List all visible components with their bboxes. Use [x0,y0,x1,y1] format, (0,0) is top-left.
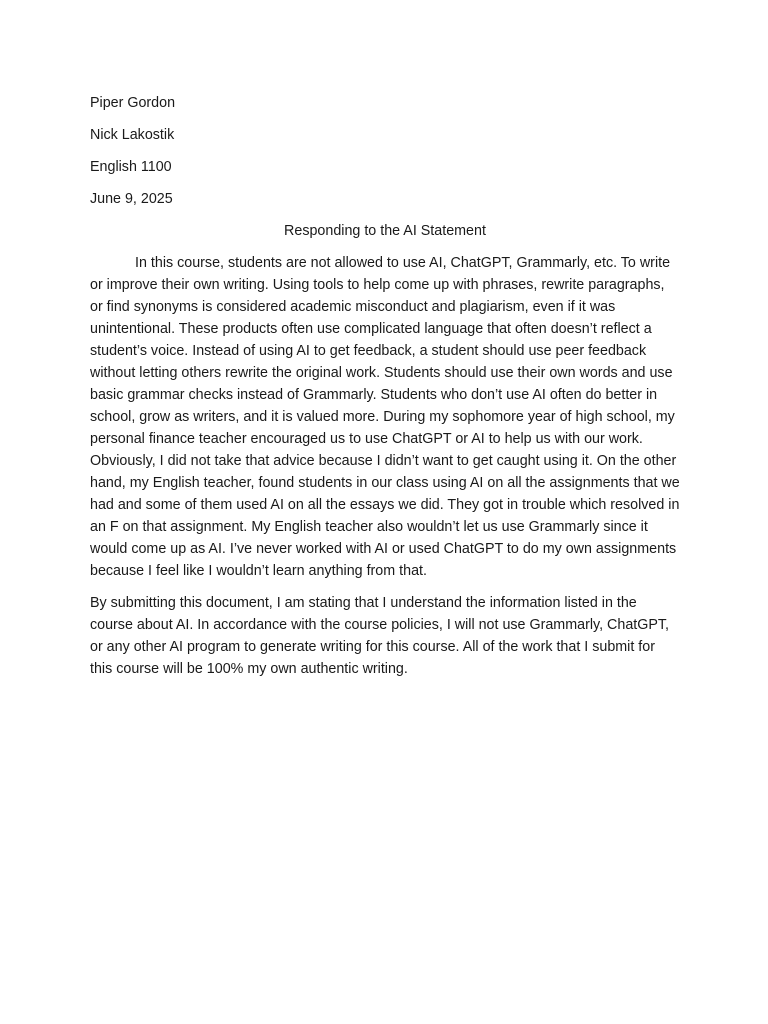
course-name: English 1100 [90,159,172,175]
student-name: Piper Gordon [90,95,176,111]
document-date: June 9, 2025 [90,191,173,207]
document-body [90,92,680,690]
instructor-name: Nick Lakostik [90,127,175,143]
body-paragraph-2: By submitting this document, I am stating that I understand the information listed in the course about AI. In accordance with the course policies, I will not use Grammarly, ChatGPT, or any other AI program to generate writing for this course. All of the work that I submit for this course will be 100% my own authentic writing. [90,595,670,677]
document-title: Responding to the AI Statement [284,223,486,239]
body-paragraph-1: In this course, students are not allowed to use AI, ChatGPT, Grammarly, etc. To write or improve their own writing. Using tools to help come up with phrases, rewrite paragraphs, or find synonyms is considered academic misconduct and plagiarism, even if it was unintentional. These products often use complicated language that often doesn’t reflect a student’s voice. Instead of using AI to get feedback, a student should use peer feedback without letting others rewrite the original work. Students should use their own words and use basic grammar checks instead of Grammarly. Students who don’t use AI often do better in school, grow as writers, and it is valued more. During my sophomore year of high school, my personal finance teacher encouraged us to use ChatGPT or AI to help us with our work. Obviously, I did not take that advice because I didn’t want to get caught using it. On the other hand, my English teacher, found students in our class using AI on all the assignments that we had and some of them used AI on all the essays we did. They got in trouble which resolved in an F on that assignment. My English teacher also wouldn’t let us use Grammarly since it would come up as AI. I’ve never worked with AI or used ChatGPT to do my own assignments because I feel like I wouldn’t learn anything from that. [90,255,680,579]
